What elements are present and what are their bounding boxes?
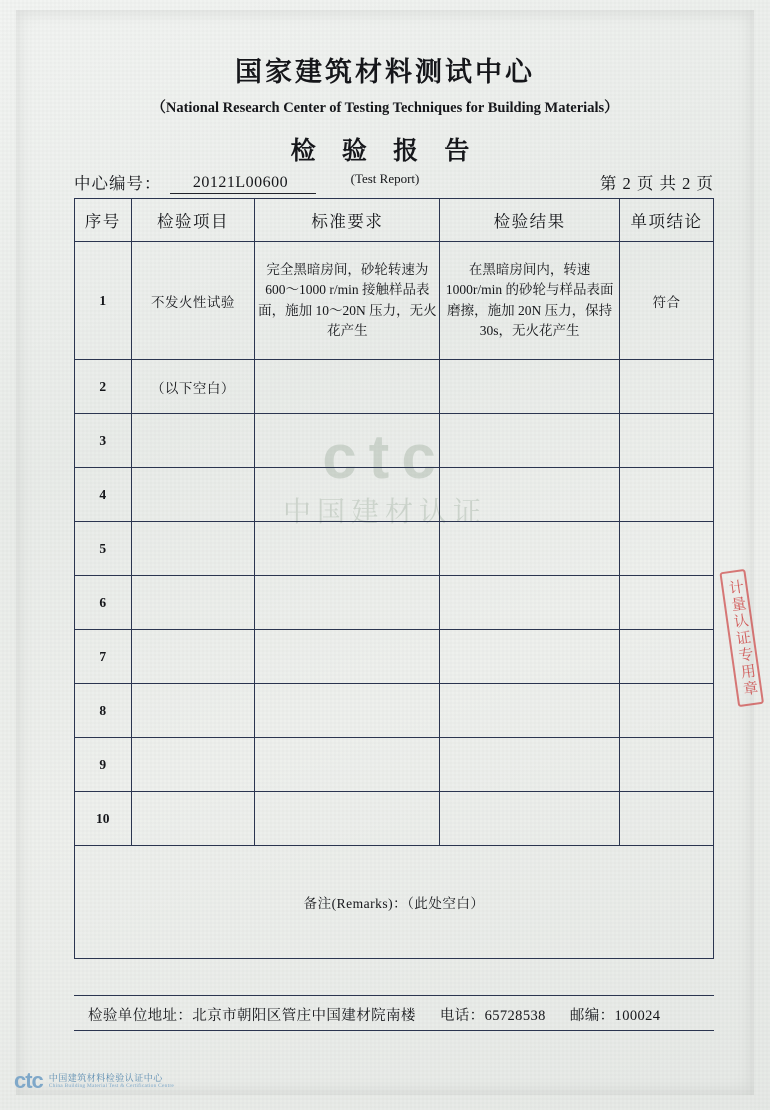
cell-no: 10 [75, 792, 132, 846]
organization-name-en: （National Research Center of Testing Techniques for Building Materials） [151, 100, 619, 116]
cell-conclusion [619, 738, 713, 792]
table-row [75, 468, 714, 522]
table-row [75, 630, 714, 684]
ctc-logo-en: China Building Material Test & Certification Centre [48, 1083, 174, 1090]
th-no: 序号 [75, 199, 132, 242]
cell-conclusion [619, 684, 713, 738]
cell-item [131, 630, 255, 684]
cell-result [440, 522, 619, 576]
footer-postcode: 邮编：100024 [569, 1008, 661, 1024]
page-indicator: 第 2 页 共 2 页 [599, 174, 714, 193]
cell-no: 7 [75, 630, 132, 684]
cell-no: 9 [75, 738, 132, 792]
footer-divider-bottom [74, 1030, 714, 1031]
cell-conclusion [619, 522, 713, 576]
ctc-logo [14, 1068, 174, 1094]
cell-no: 6 [75, 576, 132, 630]
table-row [75, 360, 714, 414]
cell-item [131, 414, 255, 468]
cell-standard [255, 576, 440, 630]
info-row [74, 170, 714, 194]
cell-standard [255, 792, 440, 846]
cell-no: 5 [75, 522, 132, 576]
cell-standard [255, 684, 440, 738]
cell-result [440, 684, 619, 738]
center-number [74, 170, 316, 194]
cell-no: 3 [75, 414, 132, 468]
cell-conclusion [619, 414, 713, 468]
table-row [75, 414, 714, 468]
report-title-en: (Test Report) [350, 171, 420, 186]
cell-item [131, 684, 255, 738]
footer-address: 检验单位地址：北京市朝阳区管庄中国建材院南楼 [88, 1008, 416, 1024]
document-header [0, 50, 770, 187]
report-title-cn: 检 验 报 告 [290, 138, 480, 165]
cell-no: 8 [75, 684, 132, 738]
table-row [75, 522, 714, 576]
ctc-logo-text [49, 1073, 174, 1090]
cell-standard [255, 414, 440, 468]
cell-conclusion [619, 360, 713, 414]
stamp-text: 计量认证专用章 [719, 569, 764, 707]
cell-no: 4 [75, 468, 132, 522]
ctc-logo-mark: ctc [14, 1068, 43, 1093]
cell-standard [255, 522, 440, 576]
cell-item [131, 576, 255, 630]
cell-standard [255, 468, 440, 522]
cell-conclusion [619, 468, 713, 522]
footer-phone: 电话：65728538 [439, 1008, 546, 1024]
cell-no: 2 [75, 360, 132, 414]
watermark-mark: ctc [322, 423, 448, 492]
table-row [75, 242, 714, 360]
cell-conclusion: 符合 [619, 242, 713, 360]
cell-result [440, 414, 619, 468]
cell-item [131, 792, 255, 846]
ctc-logo-cn: 中国建筑材料检验认证中心 [48, 1072, 163, 1083]
cell-conclusion [619, 792, 713, 846]
cell-standard [255, 630, 440, 684]
organization-name-cn: 国家建筑材料测试中心 [235, 57, 535, 87]
footer-divider-top [74, 995, 714, 996]
cell-standard: 完全黑暗房间，砂轮转速为 600～1000 r/min 接触样品表面，施加 10～20N 压力，无火花产生 [255, 242, 440, 360]
th-standard: 标准要求 [255, 199, 440, 242]
cell-conclusion [619, 576, 713, 630]
watermark-text: 中国建材认证 [282, 497, 487, 528]
remarks-row [75, 846, 714, 959]
th-result: 检验结果 [440, 199, 619, 242]
table-header-row [75, 199, 714, 242]
center-number-value: 20121L00600 [170, 174, 316, 194]
cell-standard [255, 738, 440, 792]
cell-result [440, 576, 619, 630]
center-number-label: 中心编号： [74, 174, 162, 193]
cell-item: （以下空白） [131, 360, 255, 414]
cell-item [131, 738, 255, 792]
results-table [74, 198, 714, 959]
table-row [75, 576, 714, 630]
cell-no: 1 [75, 242, 132, 360]
table-row [75, 792, 714, 846]
cell-result [440, 792, 619, 846]
cell-result: 在黑暗房间内，转速 1000r/min 的砂轮与样品表面磨擦，施加 20N 压力，保持 30s，无火花产生 [440, 242, 619, 360]
cell-result [440, 468, 619, 522]
cell-result [440, 738, 619, 792]
cell-standard [255, 360, 440, 414]
th-item: 检验项目 [131, 199, 255, 242]
cell-item: 不发火性试验 [131, 242, 255, 360]
cell-item [131, 468, 255, 522]
table-row [75, 738, 714, 792]
cell-conclusion [619, 630, 713, 684]
table-head [75, 199, 714, 242]
table-body [75, 242, 714, 959]
table-row [75, 684, 714, 738]
footer-info [88, 1004, 708, 1025]
th-conclusion: 单项结论 [619, 199, 713, 242]
cell-result [440, 360, 619, 414]
cell-result [440, 630, 619, 684]
cell-item [131, 522, 255, 576]
remarks-cell: 备注(Remarks)：（此处空白） [75, 846, 714, 959]
